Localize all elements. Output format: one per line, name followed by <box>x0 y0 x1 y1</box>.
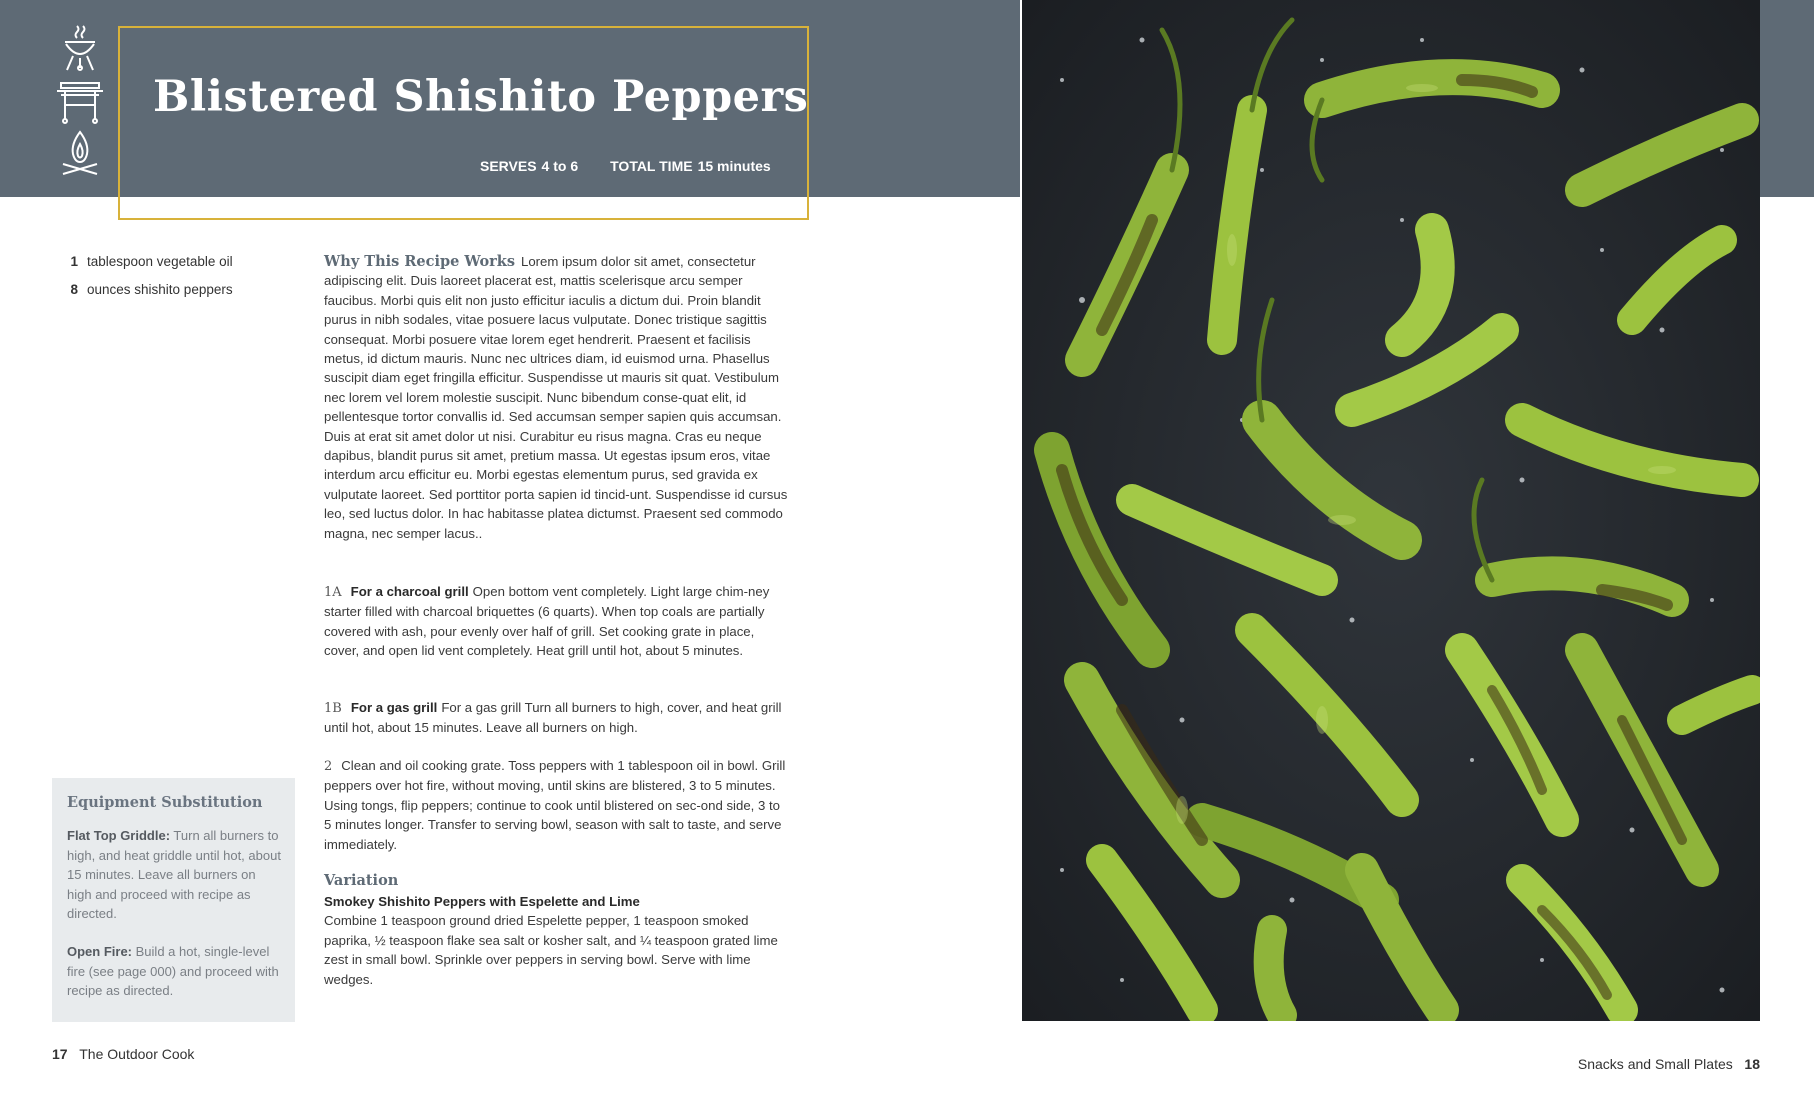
variation-text: Combine 1 teaspoon ground dried Espelette pepper, 1 teaspoon smoked paprika, ½ teaspoon flake sea salt or kosher salt, and ¼ teaspoon grated lime zest in small bowl. Sprinkle over peppers in serving bowl. Serve with lime wedges. <box>324 913 778 987</box>
time-label: TOTAL TIME <box>610 158 693 174</box>
step-1a <box>324 582 789 661</box>
step-number: 2 <box>324 759 333 774</box>
step-text: For a gas grill Turn all burners to high, cover, and heat grill until hot, about 15 minutes. Leave all burners on high. <box>324 700 782 736</box>
recipe-title: Blistered Shishito Peppers <box>153 72 809 122</box>
time-value: 15 minutes <box>697 158 771 174</box>
why-text: Lorem ipsum dolor sit amet, consectetur adipiscing elit. Duis laoreet placerat est, mattis scelerisque arcu semper faucibus. Morbi quis elit non justo efficitur iaculis a dictum dui. Proin blandit purus in nibh sodales, vitae posuere lacus vulputate. Donec tristique sagittis consequat. Morbi posuere vitae lorem eget hendrerit. Praesent et facilisis metus, id dictum mauris. Nunc nec ultrices diam, id euismod urna. Phasellus suscipit diam eget fringilla efficitur. Suspendisse ut mauris sit quat. Vestibulum nec lorem vel lorem molestie suscipit. Nunc bibendum conse-quat elit, id pellentesque tortor convallis id. Sed accumsan semper sapien quis accumsan. Duis at erat sit amet dolor ut nisi. Curabitur eu risus magna. Cras eu neque dapibus, blandit purus sit amet, pretium massa. Ut egestas ipsum eros, vitae interdum arcu efficitur eu. Morbi egestas elementum purus, sed gravida ex vulputate laoreet. Sed porttitor porta sapien id tincid-unt. Suspendisse id cursus leo, sed luctus dolor. In hac habitasse platea dictumst. Praesent sed commodo magna, nec semper lacus.. <box>324 254 788 541</box>
variation-section <box>324 870 789 989</box>
equipment-item <box>67 826 283 923</box>
serves-value: 4 to 6 <box>541 158 579 174</box>
peppers-illustration <box>1022 0 1760 1021</box>
equipment-item <box>67 942 283 1000</box>
footer-left <box>52 1046 194 1062</box>
ingredient-qty: 1 <box>70 254 78 269</box>
book-title: The Outdoor Cook <box>79 1046 195 1062</box>
equipment-title: Equipment Substitution <box>67 794 263 811</box>
equipment-label: Open Fire: <box>67 944 133 960</box>
ingredient-list <box>60 254 233 310</box>
page-number-left: 17 <box>52 1046 68 1062</box>
variation-subtitle: Smokey Shishito Peppers with Espelette and Lime <box>324 894 640 909</box>
header-band-right <box>1760 0 1814 197</box>
step-title: For a charcoal grill <box>350 584 469 599</box>
recipe-photo <box>1022 0 1760 1021</box>
step-number: 1B <box>324 701 342 716</box>
page-number-right: 18 <box>1744 1056 1760 1072</box>
flat-top-griddle-icon <box>55 75 105 125</box>
why-section <box>324 252 789 543</box>
title-frame <box>118 26 809 220</box>
equipment-text: Turn all burners to high, and heat griddle until hot, about 15 minutes. Leave all burners on high and proceed with recipe as directed. <box>67 828 281 922</box>
step-title: For a gas grill <box>350 700 438 715</box>
kettle-grill-icon <box>55 22 105 72</box>
equipment-sidebar <box>52 778 295 1022</box>
ingredient-name: tablespoon vegetable oil <box>87 254 233 269</box>
equipment-text: Build a hot, single-level fire (see page 000) and proceed with recipe as directed. <box>67 944 279 999</box>
ingredient-qty: 8 <box>70 282 78 297</box>
step-2 <box>324 756 789 854</box>
variation-heading: Variation <box>324 872 399 889</box>
ingredient-item <box>60 254 233 282</box>
serves-label: SERVES <box>480 158 537 174</box>
step-1b <box>324 698 789 738</box>
recipe-meta <box>480 158 776 174</box>
ingredient-item <box>60 282 233 310</box>
footer-right <box>1578 1056 1760 1072</box>
ingredient-name: ounces shishito peppers <box>87 282 233 297</box>
campfire-icon <box>55 128 105 178</box>
section-title: Snacks and Small Plates <box>1577 1056 1733 1072</box>
step-text: Clean and oil cooking grate. Toss peppers with 1 tablespoon oil in bowl. Grill peppers over hot fire, without moving, until skins are blistered, 3 to 5 minutes. Using tongs, flip peppers; continue to cook until blistered on sec-ond side, 3 to 5 minutes longer. Transfer to serving bowl, season with salt to taste, and serve immediately. <box>324 758 786 852</box>
step-number: 1A <box>324 585 342 600</box>
why-heading: Why This Recipe Works <box>324 253 515 270</box>
cooking-method-icons <box>55 22 105 181</box>
step-text: Open bottom vent completely. Light large chim-ney starter filled with charcoal briquettes (6 quarts). When top coals are partially covered with ash, pour evenly over half of grill. Set cooking grate in place, cover, and open lid vent completely. Heat grill until hot, about 5 minutes. <box>324 584 770 659</box>
equipment-label: Flat Top Griddle: <box>67 828 171 844</box>
